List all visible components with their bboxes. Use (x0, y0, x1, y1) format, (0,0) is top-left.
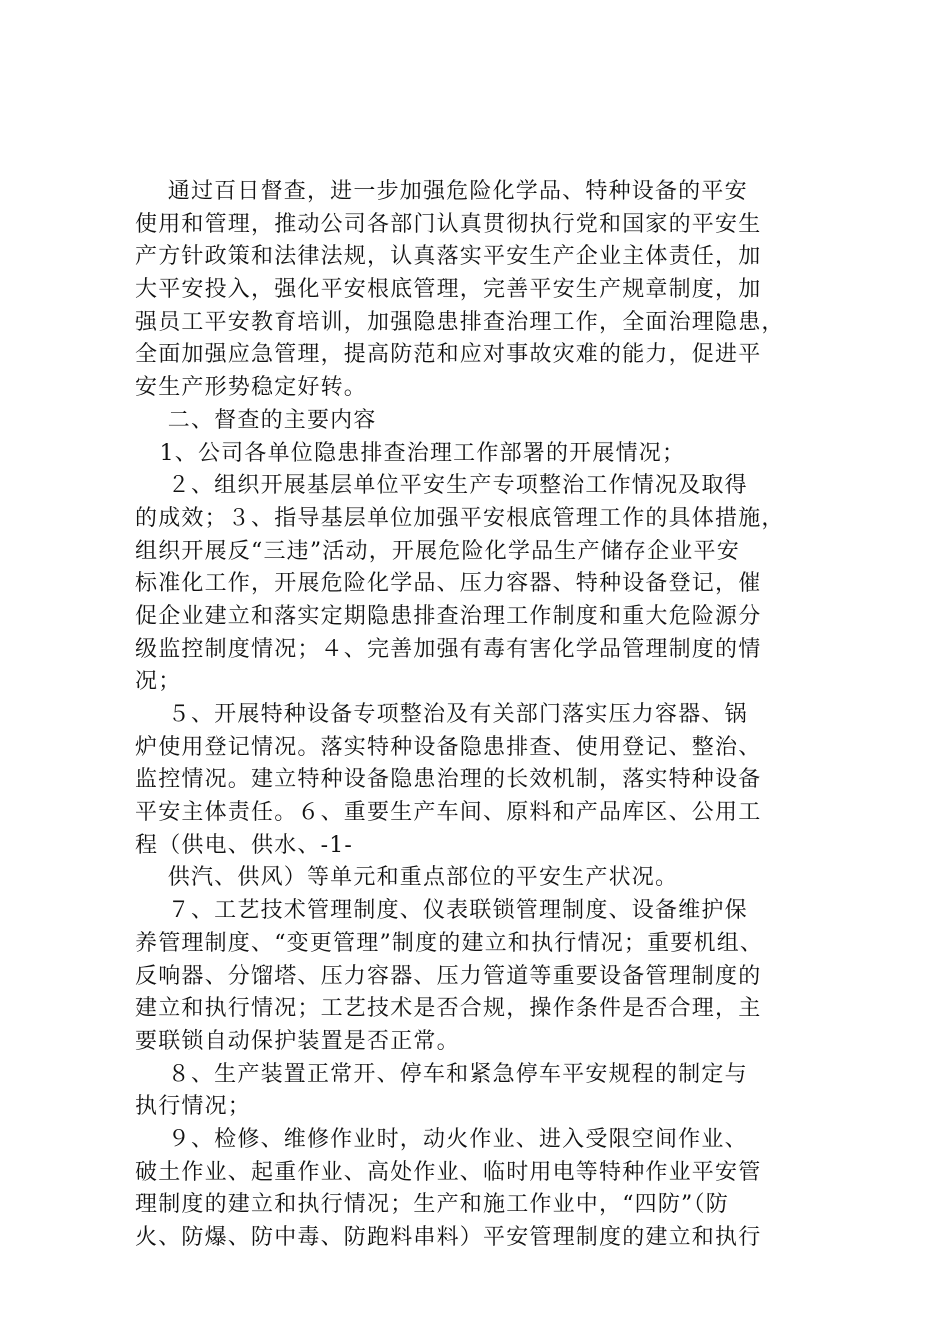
text-line: 执行情况； (135, 1094, 252, 1120)
text-line: ８、生产装置正常开、停车和紧急停车平安规程的制定与 (135, 1061, 748, 1087)
text-line: ９、检修、维修作业时，动火作业、进入受限空间作业、 (135, 1126, 748, 1152)
text-line: 要联锁自动保护装置是否正常。 (135, 1028, 460, 1054)
text-line: 标准化工作，开展危险化学品、压力容器、特种设备登记，催 (135, 571, 762, 597)
text-line: ２、组织开展基层单位平安生产专项整治工作情况及取得 (135, 473, 748, 499)
text-line: 火、防爆、防中毒、防跑料串料）平安管理制度的建立和执行 (135, 1225, 762, 1250)
text-line: 平安主体责任。６、重要生产车间、原料和产品库区、公用工 (135, 800, 762, 826)
text-line: 促企业建立和落实定期隐患排查治理工作制度和重大危险源分 (135, 603, 762, 629)
text-line: 级监控制度情况；４、完善加强有毒有害化学品管理制度的情 (135, 636, 762, 662)
text-line: 供汽、供风）等单元和重点部位的平安生产状况。 (135, 865, 679, 891)
text-line: 理制度的建立和执行情况；生产和施工作业中，“四防”（防 (135, 1192, 729, 1218)
text-line: 强员工平安教育培训，加强隐患排查治理工作，全面治理隐患， (135, 309, 785, 335)
text-line: 组织开展反“三违”活动，开展危险化学品生产储存企业平安 (135, 538, 740, 564)
text-line: 的成效；３、指导基层单位加强平安根底管理工作的具体措施， (135, 505, 785, 531)
text-line: 全面加强应急管理，提高防范和应对事故灾难的能力，促进平 (135, 342, 762, 368)
text-line: 产方针政策和法律法规，认真落实平安生产企业主体责任，加 (135, 244, 762, 270)
text-line: 炉使用登记情况。落实特种设备隐患排查、使用登记、整治、 (135, 734, 762, 760)
text-line: ７、工艺技术管理制度、仪表联锁管理制度、设备维护保 (135, 898, 748, 924)
text-line: 通过百日督查，进一步加强危险化学品、特种设备的平安 (135, 179, 748, 204)
text-line: 监控情况。建立特种设备隐患治理的长效机制，落实特种设备 (135, 767, 762, 793)
text-line: 破土作业、起重作业、高处作业、临时用电等特种作业平安管 (135, 1159, 762, 1185)
text-line: 养管理制度、“变更管理”制度的建立和执行情况；重要机组、 (135, 930, 764, 956)
document-body (135, 176, 825, 1255)
text-line: 大平安投入，强化平安根底管理，完善平安生产规章制度，加 (135, 277, 762, 303)
text-line: 1、公司各单位隐患排查治理工作部署的开展情况； (135, 440, 686, 466)
text-line: 使用和管理，推动公司各部门认真贯彻执行党和国家的平安生 (135, 211, 762, 237)
text-line: 安生产形势稳定好转。 (135, 375, 368, 401)
text-line: ５、开展特种设备专项整治及有关部门落实压力容器、锅 (135, 702, 748, 727)
text-line-with-page-number: 程（供电、供水、-1- (135, 832, 354, 858)
text-line: 反响器、分馏塔、压力容器、压力管道等重要设备管理制度的 (135, 963, 762, 989)
text-line: 建立和执行情况；工艺技术是否合规，操作条件是否合理，主 (135, 996, 762, 1022)
section-heading: 二、督查的主要内容 (135, 407, 377, 433)
text-line: 况； (135, 669, 182, 695)
